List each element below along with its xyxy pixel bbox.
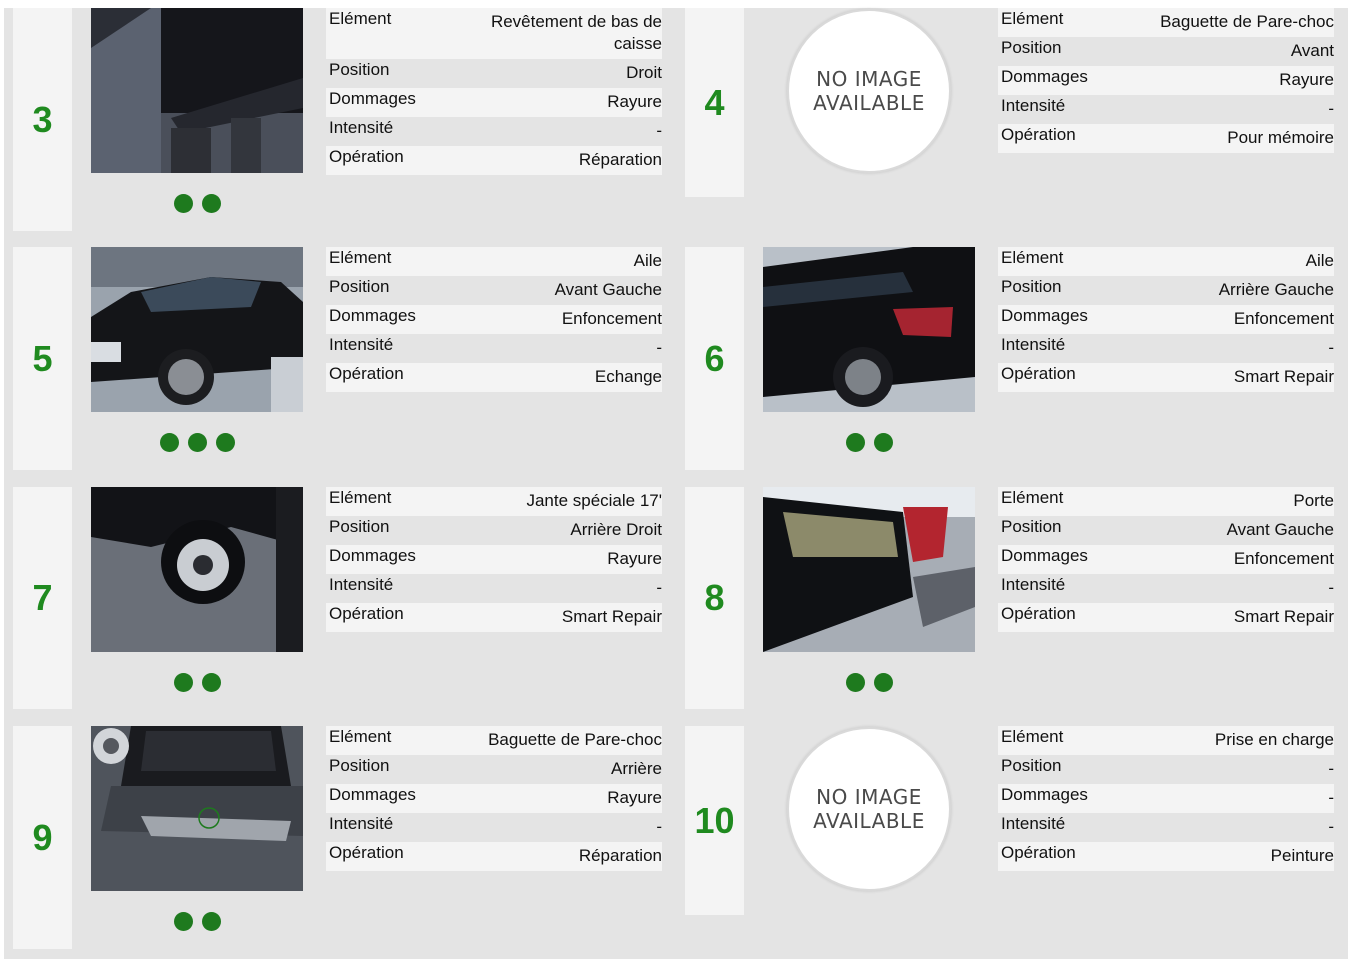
detail-label: Elément: [329, 248, 392, 267]
detail-row-element: [998, 247, 1334, 276]
damage-number-column: [685, 726, 744, 915]
detail-row-dommages: [998, 66, 1334, 95]
damage-number: 8: [704, 577, 725, 618]
detail-value: -: [1328, 788, 1334, 807]
detail-row-dommages: [326, 305, 662, 334]
damage-photo[interactable]: [91, 247, 303, 412]
detail-label: Position: [1001, 756, 1062, 775]
detail-value: Avant: [1290, 41, 1334, 60]
detail-value: Revêtement de bas de caisse: [490, 12, 662, 53]
detail-row-position: [326, 755, 662, 784]
detail-label: Elément: [1001, 9, 1064, 28]
detail-row-position: [326, 59, 662, 88]
detail-value: Aile: [1305, 251, 1334, 270]
detail-row-position: [998, 755, 1334, 784]
detail-row-dommages: [998, 545, 1334, 574]
pagination-dot[interactable]: [202, 194, 221, 213]
photo-pagination: [763, 673, 975, 692]
detail-label: Elément: [1001, 727, 1064, 746]
detail-row-operation: [326, 363, 662, 392]
detail-value: -: [1328, 817, 1334, 836]
detail-value: Droit: [626, 63, 662, 82]
detail-label: Elément: [329, 488, 392, 507]
detail-row-position: [998, 276, 1334, 305]
detail-row-intensite: [998, 334, 1334, 363]
detail-value: Avant Gauche: [1226, 520, 1334, 539]
detail-value: Baguette de Pare-choc: [488, 730, 662, 749]
damage-number-column: [13, 726, 72, 949]
detail-row-operation: [998, 363, 1334, 392]
detail-row-intensite: [326, 574, 662, 603]
detail-row-operation: [326, 146, 662, 175]
no-image-placeholder: [763, 8, 975, 173]
damage-number-column: [13, 8, 72, 231]
detail-value: Porte: [1293, 491, 1334, 510]
detail-label: Position: [1001, 38, 1062, 57]
detail-label: Intensité: [1001, 96, 1066, 115]
detail-value: Réparation: [578, 846, 662, 865]
damage-photo[interactable]: [91, 487, 303, 652]
detail-label: Opération: [329, 147, 404, 166]
damage-number-column: [685, 487, 744, 709]
detail-label: Intensité: [1001, 335, 1066, 354]
detail-label: Opération: [329, 604, 404, 623]
detail-value: -: [1328, 578, 1334, 597]
photo-pagination: [91, 912, 303, 931]
damage-details: [998, 8, 1334, 153]
detail-row-element: [326, 8, 662, 59]
pagination-dot[interactable]: [160, 433, 179, 452]
damage-number: 7: [32, 577, 53, 618]
no-image-text: NO IMAGE: [816, 784, 922, 809]
detail-label: Intensité: [329, 118, 394, 137]
detail-value: Prise en charge: [1214, 730, 1334, 749]
detail-value: Pour mémoire: [1227, 128, 1334, 147]
pagination-dot[interactable]: [846, 673, 865, 692]
detail-value: Enfoncement: [561, 309, 662, 328]
detail-label: Elément: [329, 727, 392, 746]
detail-label: Dommages: [329, 546, 416, 565]
detail-row-element: [326, 487, 662, 516]
damage-number-column: [685, 8, 744, 197]
detail-label: Position: [329, 517, 390, 536]
damage-details: [326, 487, 662, 632]
pagination-dot[interactable]: [202, 912, 221, 931]
detail-row-element: [998, 487, 1334, 516]
detail-value: Enfoncement: [1233, 549, 1334, 568]
damage-details: [326, 726, 662, 871]
detail-row-dommages: [326, 88, 662, 117]
detail-label: Opération: [1001, 125, 1076, 144]
detail-row-operation: [326, 603, 662, 632]
detail-value: Smart Repair: [1233, 607, 1334, 626]
no-image-text: AVAILABLE: [813, 808, 925, 833]
detail-label: Position: [329, 60, 390, 79]
detail-value: Rayure: [607, 549, 662, 568]
detail-row-position: [998, 516, 1334, 545]
photo-pagination: [91, 673, 303, 692]
damage-number: 6: [704, 337, 725, 379]
detail-label: Dommages: [1001, 785, 1088, 804]
detail-value: Enfoncement: [1233, 309, 1334, 328]
detail-label: Elément: [1001, 488, 1064, 507]
damage-number-column: [13, 247, 72, 470]
detail-label: Position: [329, 277, 390, 296]
detail-row-intensite: [998, 95, 1334, 124]
detail-row-intensite: [326, 813, 662, 842]
detail-value: Peinture: [1270, 846, 1334, 865]
detail-value: Smart Repair: [1233, 367, 1334, 386]
detail-value: -: [656, 578, 662, 597]
detail-value: Arrière: [610, 759, 662, 778]
photo-pagination: [91, 433, 303, 452]
detail-row-intensite: [326, 334, 662, 363]
detail-row-intensite: [326, 117, 662, 146]
detail-value: Baguette de Pare-choc: [1160, 12, 1334, 31]
detail-value: Jante spéciale 17': [526, 491, 662, 510]
pagination-dot[interactable]: [216, 433, 235, 452]
no-image-placeholder: [763, 726, 975, 891]
detail-value: Aile: [633, 251, 662, 270]
detail-row-element: [326, 726, 662, 755]
detail-label: Intensité: [1001, 814, 1066, 833]
detail-row-dommages: [998, 305, 1334, 334]
damage-photo[interactable]: [91, 8, 303, 173]
detail-value: -: [656, 121, 662, 140]
detail-label: Opération: [1001, 604, 1076, 623]
pagination-dot[interactable]: [202, 673, 221, 692]
detail-row-position: [326, 516, 662, 545]
damage-number: 3: [32, 98, 53, 140]
detail-value: -: [1328, 99, 1334, 118]
damage-details: [326, 247, 662, 392]
pagination-dot[interactable]: [846, 433, 865, 452]
detail-value: -: [656, 338, 662, 357]
detail-label: Dommages: [1001, 306, 1088, 325]
detail-label: Opération: [329, 843, 404, 862]
detail-row-operation: [998, 124, 1334, 153]
detail-row-element: [326, 247, 662, 276]
detail-row-intensite: [998, 813, 1334, 842]
photo-pagination: [763, 433, 975, 452]
damage-number-column: [685, 247, 744, 470]
detail-value: Avant Gauche: [554, 280, 662, 299]
damage-details: [326, 8, 662, 175]
damage-number: 5: [32, 337, 53, 379]
detail-row-position: [326, 276, 662, 305]
detail-row-operation: [998, 842, 1334, 871]
detail-label: Dommages: [1001, 546, 1088, 565]
detail-row-dommages: [326, 545, 662, 574]
detail-row-dommages: [998, 784, 1334, 813]
detail-label: Intensité: [329, 575, 394, 594]
detail-value: -: [1328, 338, 1334, 357]
pagination-dot[interactable]: [174, 673, 193, 692]
detail-label: Position: [1001, 517, 1062, 536]
detail-row-position: [998, 37, 1334, 66]
detail-value: -: [656, 817, 662, 836]
detail-value: Smart Repair: [561, 607, 662, 626]
detail-label: Intensité: [329, 335, 394, 354]
detail-label: Position: [1001, 277, 1062, 296]
detail-row-operation: [326, 842, 662, 871]
damage-number: 4: [704, 81, 725, 123]
damage-details: [998, 487, 1334, 632]
pagination-dot[interactable]: [174, 912, 193, 931]
detail-value: -: [1328, 759, 1334, 778]
detail-label: Dommages: [329, 306, 416, 325]
detail-label: Opération: [329, 364, 404, 383]
damage-photo[interactable]: [763, 247, 975, 412]
detail-label: Opération: [1001, 843, 1076, 862]
photo-pagination: [91, 194, 303, 213]
damage-number: 9: [32, 816, 53, 858]
pagination-dot[interactable]: [874, 433, 893, 452]
detail-value: Arrière Droit: [570, 520, 662, 539]
detail-label: Position: [329, 756, 390, 775]
damage-report-panel: [4, 8, 1348, 959]
no-image-text: AVAILABLE: [813, 90, 925, 115]
detail-label: Intensité: [1001, 575, 1066, 594]
damage-details: [998, 726, 1334, 871]
pagination-dot[interactable]: [188, 433, 207, 452]
detail-value: Rayure: [607, 92, 662, 111]
pagination-dot[interactable]: [874, 673, 893, 692]
detail-value: Echange: [594, 367, 662, 386]
detail-row-element: [998, 8, 1334, 37]
detail-value: Réparation: [578, 150, 662, 169]
detail-value: Rayure: [1279, 70, 1334, 89]
damage-photo[interactable]: [91, 726, 303, 891]
detail-row-element: [998, 726, 1334, 755]
damage-number-column: [13, 487, 72, 709]
detail-label: Elément: [329, 9, 392, 28]
detail-label: Intensité: [329, 814, 394, 833]
detail-row-operation: [998, 603, 1334, 632]
detail-label: Dommages: [329, 89, 416, 108]
detail-value: Rayure: [607, 788, 662, 807]
damage-number: 10: [694, 799, 735, 841]
damage-details: [998, 247, 1334, 392]
detail-row-dommages: [326, 784, 662, 813]
detail-label: Dommages: [329, 785, 416, 804]
detail-label: Opération: [1001, 364, 1076, 383]
no-image-text: NO IMAGE: [816, 66, 922, 91]
detail-label: Elément: [1001, 248, 1064, 267]
damage-photo[interactable]: [763, 487, 975, 652]
pagination-dot[interactable]: [174, 194, 193, 213]
detail-label: Dommages: [1001, 67, 1088, 86]
detail-value: Arrière Gauche: [1218, 280, 1334, 299]
detail-row-intensite: [998, 574, 1334, 603]
